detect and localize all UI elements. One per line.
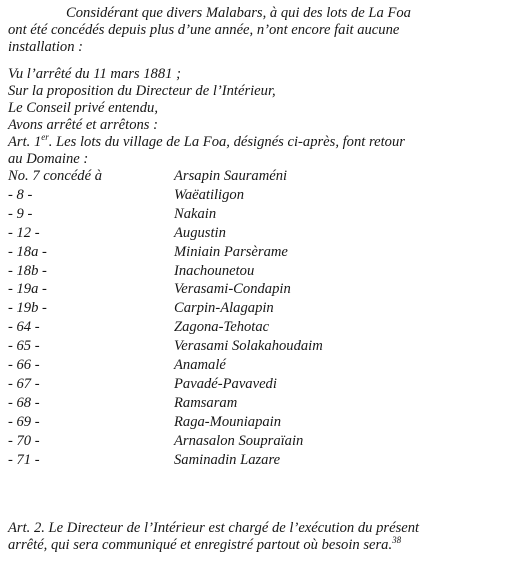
article-1-text: . Les lots du village de La Foa, désignés ci-après, font retour [48,134,405,150]
article-1-superscript: er [41,132,49,143]
article-1-prefix: Art. 1 [8,134,42,150]
lot-grantee-name: Verasami-Condapin [174,281,291,297]
lot-number: - 8 - [8,187,33,203]
lot-number: - 9 - [8,206,33,222]
lot-grantee-name: Saminadin Lazare [174,452,281,468]
lot-number: - 12 - [8,225,40,241]
lot-grantee-name: Arnasalon Soupraïain [174,433,304,449]
lot-grantee-name: Miniain Parsèrame [174,244,288,260]
article-1-line-2: au Domaine : [8,151,89,167]
lot-grantee-name: Inachounetou [174,263,255,279]
lot-grantee-name: Nakain [174,206,217,222]
intro-line-2: ont été concédés depuis plus d’une année, n’ont encore fait aucune [8,22,400,38]
lot-number: - 19a - [8,281,47,297]
lot-grantee-name: Carpin-Alagapin [174,300,274,316]
lot-number: - 67 - [8,376,40,392]
footnote-marker: 38 [392,535,402,546]
lot-grantee-name: Raga-Mouniapain [174,414,282,430]
intro-line-7: Avons arrêté et arrêtons : [8,117,158,133]
lot-number: - 19b - [8,300,47,316]
lot-number: - 69 - [8,414,40,430]
lot-number: No. 7 concédé à [8,168,103,184]
intro-line-4: Vu l’arrêté du 11 mars 1881 ; [8,66,181,82]
lot-grantee-name: Arsapin Sauraméni [174,168,288,184]
lot-number: - 71 - [8,452,40,468]
lot-grantee-name: Anamalé [174,357,226,373]
lot-grantee-name: Pavadé-Pavavedi [174,376,277,392]
lot-number: - 68 - [8,395,40,411]
lot-number: - 70 - [8,433,40,449]
lot-number: - 66 - [8,357,40,373]
article-2-text: arrêté, qui sera communiqué et enregistré partout où besoin sera. [8,537,393,553]
intro-line-6: Le Conseil privé entendu, [8,100,158,116]
article-2-line-1: Art. 2. Le Directeur de l’Intérieur est chargé de l’exécution du présent [8,520,420,536]
lot-number: - 18a - [8,244,47,260]
intro-line-5: Sur la proposition du Directeur de l’Intérieur, [8,83,276,99]
lot-number: - 18b - [8,263,47,279]
lot-grantee-name: Waëatiligon [174,187,244,203]
lot-grantee-name: Verasami Solakahoudaim [174,338,323,354]
lot-number: - 64 - [8,319,40,335]
intro-line-3: installation : [8,39,83,55]
lot-grantee-name: Augustin [174,225,226,241]
lot-number: - 65 - [8,338,40,354]
intro-line-1: Considérant que divers Malabars, à qui des lots de La Foa [66,5,411,21]
article-1-line-1 [8,134,405,151]
article-2-line-2 [8,537,401,554]
lot-grantee-name: Ramsaram [174,395,238,411]
lot-grantee-name: Zagona-Tehotac [174,319,270,335]
